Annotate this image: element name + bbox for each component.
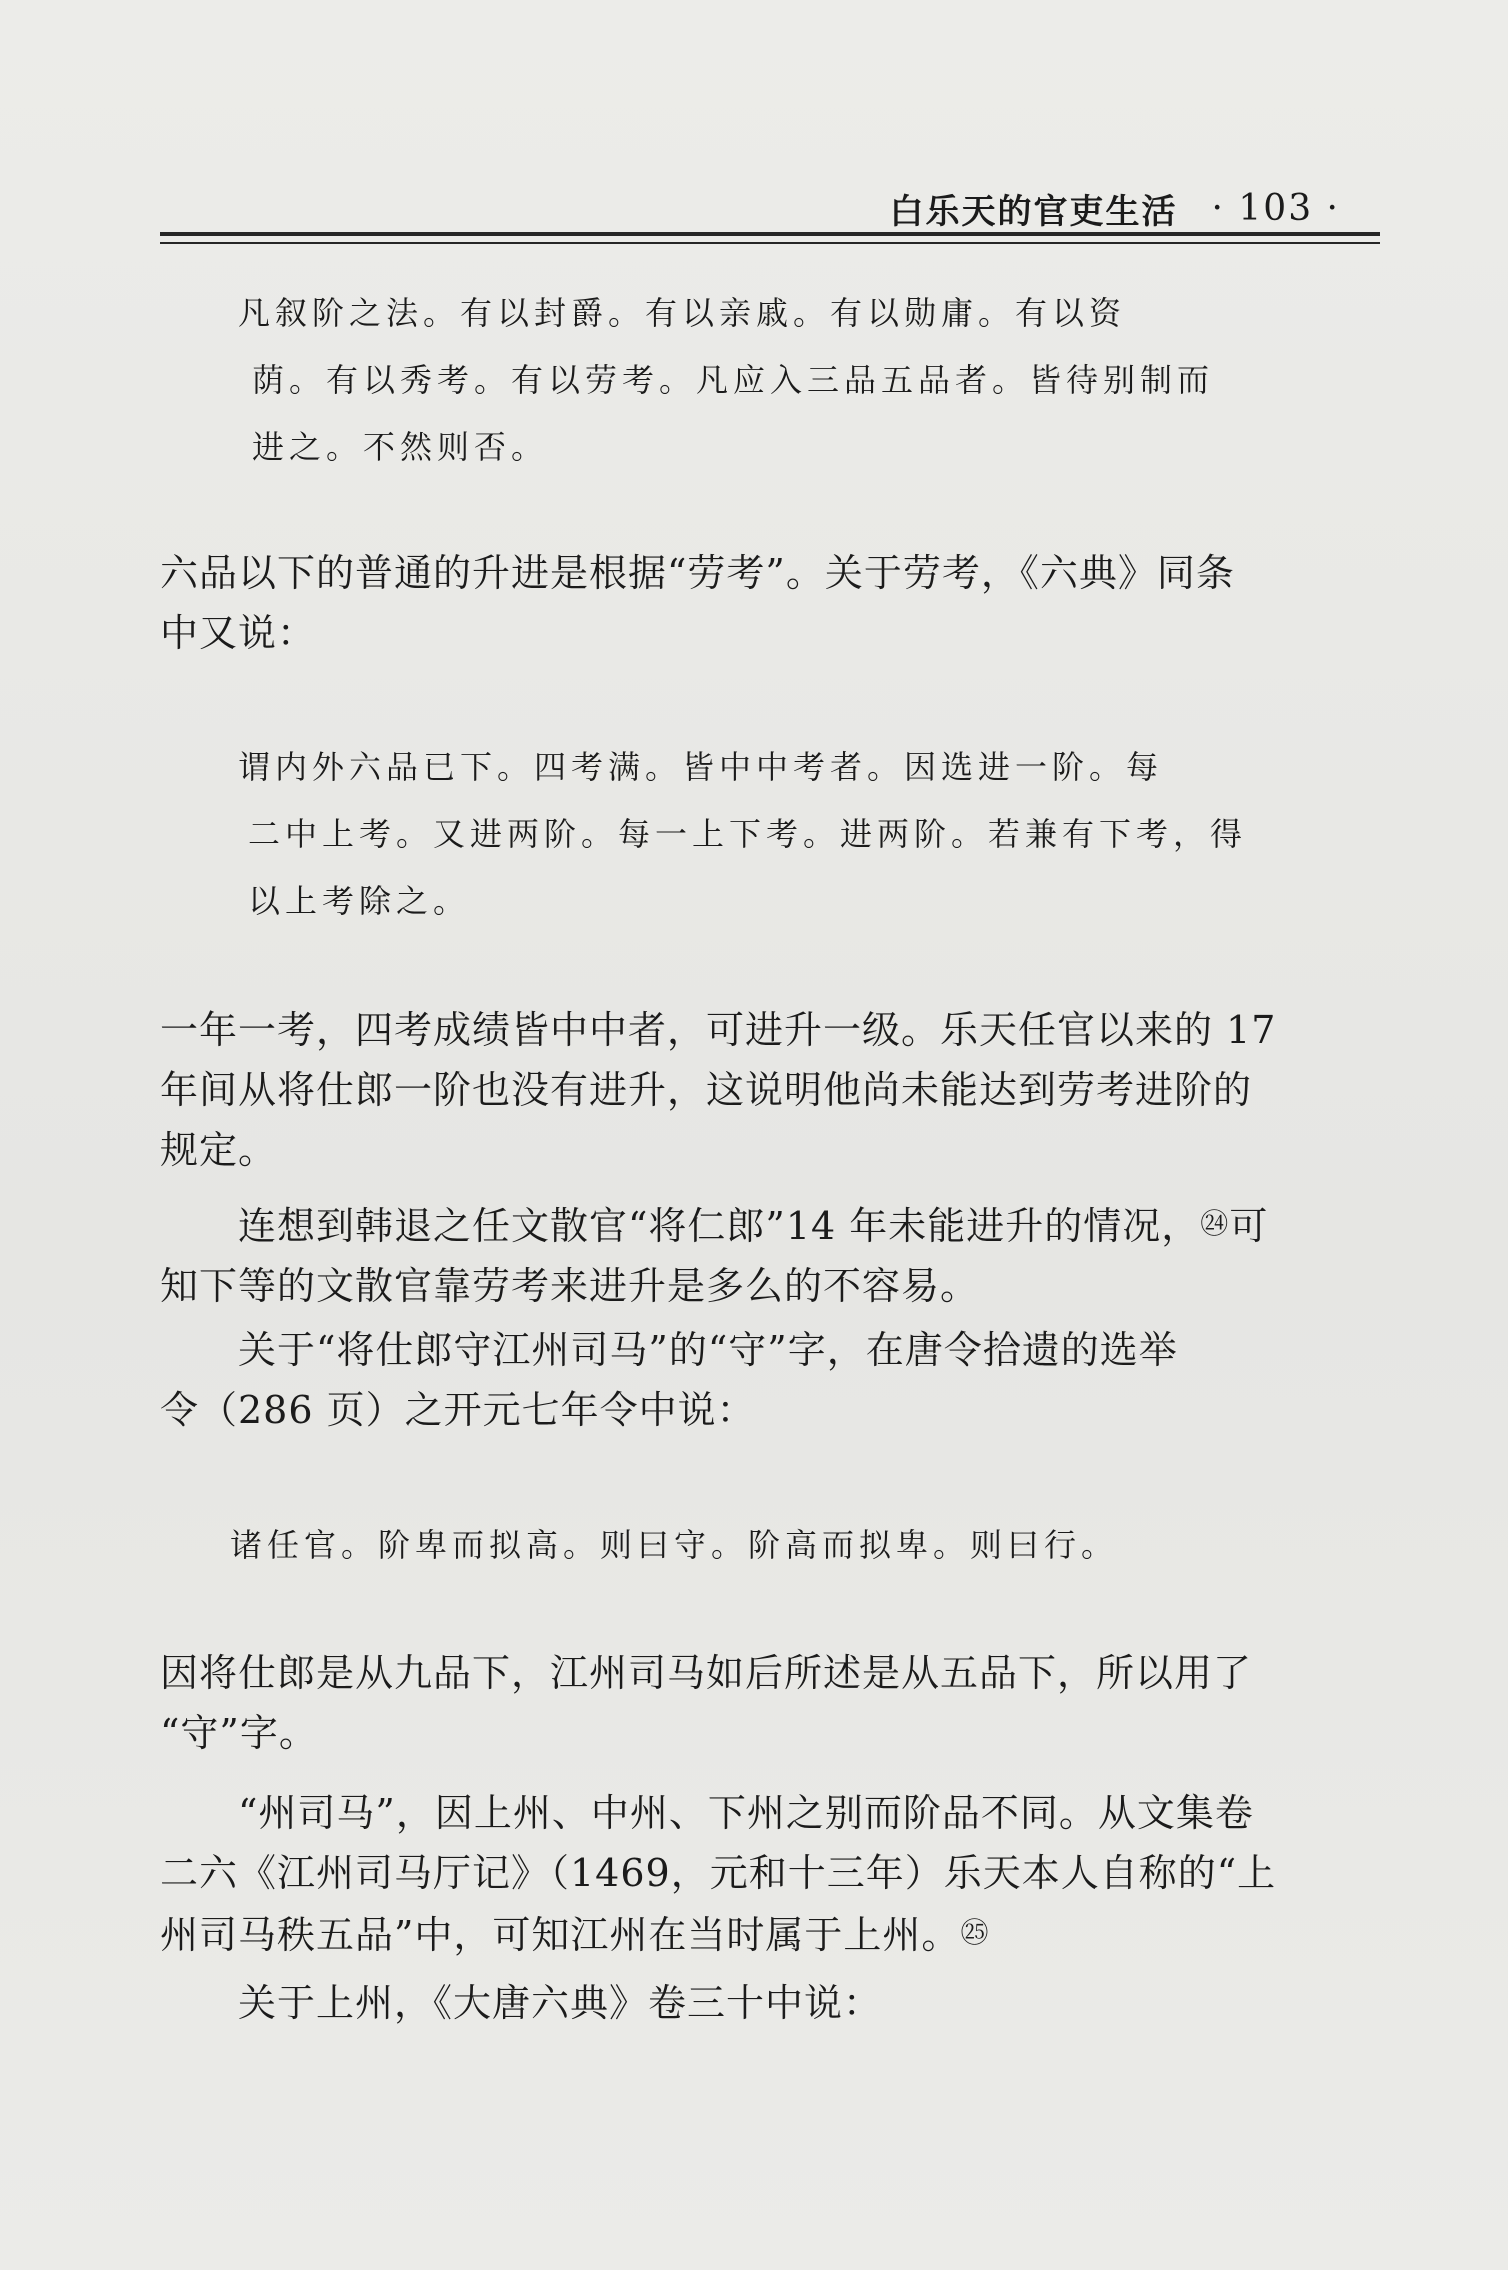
text-line bbox=[160, 1903, 1380, 1965]
footnote-ref-24[interactable]: ㉔ bbox=[1200, 1207, 1230, 1240]
text-line bbox=[160, 1194, 1380, 1256]
quote-line: 凡叙阶之法。有以封爵。有以亲戚。有以勋庸。有以资 bbox=[238, 294, 1127, 332]
paragraph-1 bbox=[160, 543, 1380, 663]
text-line: 六品以下的普通的升进是根据“劳考”。关于劳考，《六典》同条 bbox=[160, 551, 1235, 595]
text-line: 知下等的文散官靠劳考来进升是多么的不容易。 bbox=[160, 1264, 980, 1308]
text-line: “州司马”，因上州、中州、下州之别而阶品不同。从文集卷 bbox=[238, 1791, 1254, 1835]
text-line: “守”字。 bbox=[160, 1711, 318, 1755]
text-run: 连想到韩退之任文散官“将仁郎”14 年未能进升的情况， bbox=[238, 1204, 1201, 1248]
quote-line: 以上考除之。 bbox=[248, 882, 471, 920]
quote-line: 荫。有以秀考。有以劳考。凡应入三品五品者。皆待别制而 bbox=[252, 361, 1215, 399]
chapter-title: 白乐天的官吏生活 bbox=[889, 191, 1178, 232]
running-header bbox=[780, 178, 1340, 238]
paragraph-6 bbox=[160, 1783, 1380, 1965]
paragraph-2 bbox=[160, 1000, 1380, 1180]
paragraph-5 bbox=[160, 1643, 1380, 1763]
quote-line: 二中上考。又进两阶。每一上下考。进两阶。若兼有下考，得 bbox=[248, 815, 1248, 853]
text-line: 因将仕郎是从九品下，江州司马如后所述是从五品下，所以用了 bbox=[160, 1651, 1253, 1695]
quote-line: 诸任官。阶卑而拟高。则曰守。阶高而拟卑。则曰行。 bbox=[230, 1526, 1119, 1564]
text-line: 中又说： bbox=[160, 611, 317, 655]
text-line: 令（286 页）之开元七年令中说： bbox=[160, 1388, 756, 1432]
quote-line: 谓内外六品已下。四考满。皆中中考者。因选进一阶。每 bbox=[238, 748, 1164, 786]
footnote-ref-25[interactable]: ㉕ bbox=[960, 1916, 990, 1949]
header-rule-thick bbox=[160, 232, 1380, 236]
text-run: 州司马秩五品”中，可知江州在当时属于上州。 bbox=[160, 1913, 961, 1957]
text-run: 可 bbox=[1229, 1204, 1269, 1248]
text-line: 关于“将仕郎守江州司马”的“守”字，在唐令拾遗的选举 bbox=[238, 1328, 1178, 1372]
quote-line: 进之。不然则否。 bbox=[252, 428, 549, 466]
quote-block-2 bbox=[160, 734, 1380, 935]
quote-block-3 bbox=[160, 1512, 1380, 1579]
paragraph-3 bbox=[160, 1194, 1380, 1316]
text-line: 关于上州，《大唐六典》卷三十中说： bbox=[238, 1981, 883, 2025]
page-number: · 103 · bbox=[1211, 187, 1340, 229]
text-line: 二六《江州司马厅记》（1469，元和十三年）乐天本人自称的“上 bbox=[160, 1851, 1277, 1895]
header-rule-thin bbox=[160, 242, 1380, 244]
paragraph-7 bbox=[160, 1973, 1380, 2033]
paragraph-4 bbox=[160, 1320, 1380, 1440]
text-line: 规定。 bbox=[160, 1128, 278, 1172]
text-line: 年间从将仕郎一阶也没有进升，这说明他尚未能达到劳考进阶的 bbox=[160, 1068, 1253, 1112]
text-line: 一年一考，四考成绩皆中中者，可进升一级。乐天任官以来的 17 bbox=[160, 1008, 1277, 1052]
quote-block-1 bbox=[160, 280, 1380, 481]
